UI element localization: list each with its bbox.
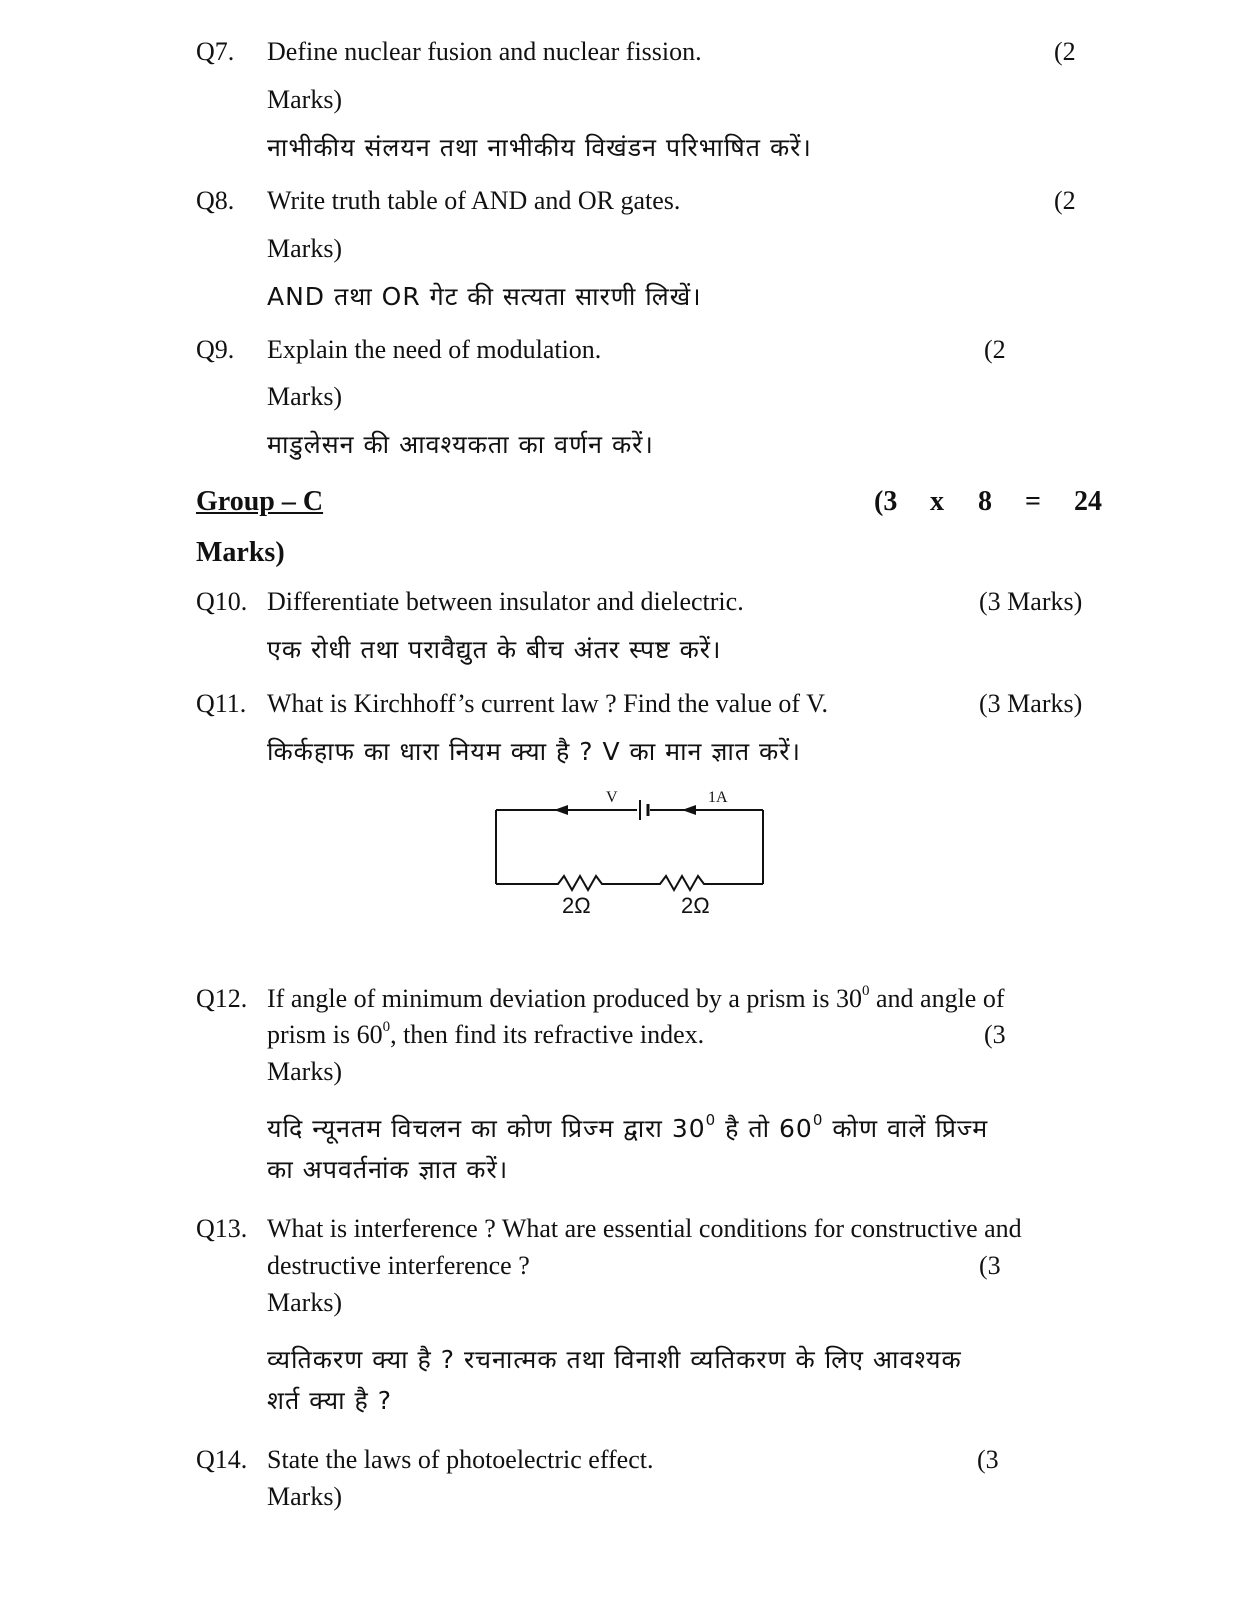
q11-text: What is Kirchhoff’s current law ? Find the value of V. — [267, 689, 829, 718]
q12-hindi-line2: का अपवर्तनांक ज्ञात करें। — [267, 1155, 509, 1184]
q7-marks: (2 — [1054, 37, 1076, 66]
group-c-heading: Group – C — [196, 486, 324, 517]
q8-text: Write truth table of AND and OR gates. — [267, 186, 681, 215]
q13-marks: (3 — [979, 1251, 1001, 1280]
q10-text: Differentiate between insulator and dielectric. — [267, 587, 744, 616]
label-v: V — [606, 789, 618, 806]
q13-text-line2: destructive interference ? — [267, 1251, 530, 1280]
q7-marks-cont: Marks) — [267, 85, 343, 114]
q14-text: State the laws of photoelectric effect. — [267, 1445, 654, 1474]
q13-text-line1: What is interference ? What are essential conditions for constructive and — [267, 1214, 1022, 1243]
q12-marks-cont: Marks) — [267, 1057, 343, 1086]
q14-marks-cont: Marks) — [267, 1482, 343, 1511]
q9-marks-cont: Marks) — [267, 382, 343, 411]
q14-marks: (3 — [977, 1445, 999, 1474]
group-c-marks-open: (3 — [874, 486, 898, 517]
q9-marks: (2 — [984, 335, 1006, 364]
q13-marks-cont: Marks) — [267, 1288, 343, 1317]
q8-marks-cont: Marks) — [267, 234, 343, 263]
q13-hindi-line1: व्यतिकरण क्या है ? रचनात्मक तथा विनाशी व्यतिकरण के लिए आवश्यक — [267, 1345, 962, 1374]
q10-hindi-text: एक रोधी तथा परावैद्युत के बीच अंतर स्पष्ट करें। — [267, 635, 722, 664]
group-c-marks-label: Marks) — [196, 537, 285, 568]
q12-text-line1: If angle of minimum deviation produced by a prism is $30^0$ and angle of — [267, 983, 1005, 1013]
q12-number: Q12. — [196, 984, 248, 1013]
kirchhoff-circuit-diagram — [480, 780, 780, 920]
group-c-marks-times: x — [930, 486, 944, 517]
q14-number: Q14. — [196, 1445, 248, 1474]
q13-number: Q13. — [196, 1214, 248, 1243]
arrow-left-icon — [682, 805, 696, 815]
q8-hindi-text: AND तथा OR गेट की सत्यता सारणी लिखें। — [267, 282, 702, 311]
q10-number: Q10. — [196, 587, 248, 616]
q9-hindi-text: माडुलेसन की आवश्यकता का वर्णन करें। — [267, 430, 654, 459]
resistor-1-label: 2Ω — [562, 893, 591, 918]
q10-marks: (3 Marks) — [979, 587, 1083, 616]
q9-number: Q9. — [196, 335, 235, 364]
group-c-marks-equals: = — [1025, 486, 1041, 517]
q9-text: Explain the need of modulation. — [267, 335, 602, 364]
group-c-marks-count: 8 — [978, 486, 992, 517]
q11-hindi-text: किर्कहाफ का धारा नियम क्या है ? V का मान ज्ञात करें। — [267, 737, 801, 766]
label-current: 1A — [708, 789, 728, 806]
q12-text-line2: prism is $60^0$, then find its refractive index. — [267, 1019, 705, 1049]
q7-number: Q7. — [196, 37, 235, 66]
q13-hindi-line2: शर्त क्या है ? — [267, 1386, 392, 1415]
group-c-marks-total: 24 — [1074, 486, 1102, 517]
q8-number: Q8. — [196, 186, 235, 215]
q12-hindi-line1: यदि न्यूनतम विचलन का कोण प्रिज्म द्वारा $30^0$ है तो $60^0$ कोण वालें प्रिज्म — [267, 1111, 989, 1143]
q11-marks: (3 Marks) — [979, 689, 1083, 718]
q7-text: Define nuclear fusion and nuclear fission. — [267, 37, 702, 66]
q11-number: Q11. — [196, 689, 247, 718]
bottom-wire-with-resistors — [496, 876, 763, 890]
arrow-left-icon — [554, 805, 568, 815]
resistor-2-label: 2Ω — [681, 893, 710, 918]
q8-marks: (2 — [1054, 186, 1076, 215]
q7-hindi-text: नाभीकीय संलयन तथा नाभीकीय विखंडन परिभाषित करें। — [267, 133, 812, 162]
q12-marks: (3 — [984, 1020, 1006, 1049]
